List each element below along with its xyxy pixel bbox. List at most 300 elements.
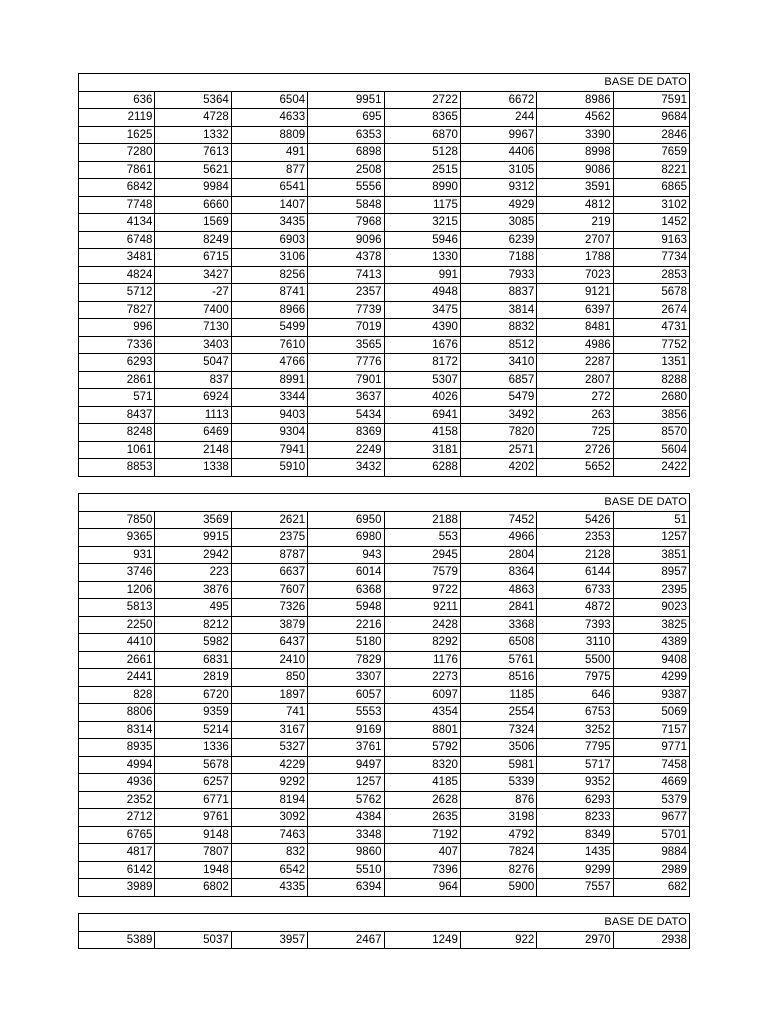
table-cell[interactable]: 9312 [460, 179, 536, 197]
table-cell[interactable]: 9169 [308, 721, 384, 739]
table-cell[interactable]: 4299 [613, 669, 689, 687]
table-cell[interactable]: 491 [231, 144, 307, 162]
table-cell[interactable]: 6903 [231, 231, 307, 249]
table-cell[interactable]: 553 [384, 529, 460, 547]
table-cell[interactable]: 3876 [155, 581, 231, 599]
table-cell[interactable]: 1257 [613, 529, 689, 547]
table-cell[interactable]: 7829 [308, 651, 384, 669]
table-cell[interactable]: 9497 [308, 756, 384, 774]
table-cell[interactable]: 4354 [384, 704, 460, 722]
table-cell[interactable]: 7393 [537, 616, 613, 634]
table-cell[interactable]: 4792 [460, 826, 536, 844]
table-cell[interactable]: 4863 [460, 581, 536, 599]
table-cell[interactable]: 5180 [308, 634, 384, 652]
table-cell[interactable]: 5556 [308, 179, 384, 197]
table-cell[interactable]: 8256 [231, 266, 307, 284]
table-cell[interactable]: 5604 [613, 441, 689, 459]
table-cell[interactable]: 8364 [460, 564, 536, 582]
table-cell[interactable]: 5701 [613, 826, 689, 844]
table-cell[interactable]: 8787 [231, 546, 307, 564]
table-cell[interactable]: 7157 [613, 721, 689, 739]
table-cell[interactable]: 2188 [384, 511, 460, 529]
table-cell[interactable]: 6293 [537, 791, 613, 809]
table-cell[interactable]: 9023 [613, 599, 689, 617]
table-cell[interactable]: 2428 [384, 616, 460, 634]
table-cell[interactable]: 7824 [460, 844, 536, 862]
table-cell[interactable]: 682 [613, 879, 689, 897]
table-cell[interactable]: 4229 [231, 756, 307, 774]
table-cell[interactable]: 3181 [384, 441, 460, 459]
table-cell[interactable]: 2571 [460, 441, 536, 459]
table-cell[interactable]: 7659 [613, 144, 689, 162]
table-cell[interactable]: 4936 [79, 774, 155, 792]
table-cell[interactable]: 8314 [79, 721, 155, 739]
table-cell[interactable]: 7452 [460, 511, 536, 529]
table-cell[interactable]: 9387 [613, 686, 689, 704]
table-cell[interactable]: 6672 [460, 91, 536, 109]
table-cell[interactable]: 5792 [384, 739, 460, 757]
table-cell[interactable]: 850 [231, 669, 307, 687]
table-cell[interactable]: 8172 [384, 354, 460, 372]
table-cell[interactable]: 2352 [79, 791, 155, 809]
table-cell[interactable]: 943 [308, 546, 384, 564]
table-cell[interactable]: 695 [308, 109, 384, 127]
table-cell[interactable]: 1176 [384, 651, 460, 669]
table-cell[interactable]: 1206 [79, 581, 155, 599]
table-cell[interactable]: 495 [155, 599, 231, 617]
table-cell[interactable]: 3814 [460, 301, 536, 319]
table-cell[interactable]: 8512 [460, 336, 536, 354]
table-cell[interactable]: 4986 [537, 336, 613, 354]
table-cell[interactable]: 2357 [308, 284, 384, 302]
table-cell[interactable]: 1407 [231, 196, 307, 214]
table-cell[interactable]: 3252 [537, 721, 613, 739]
table-cell[interactable]: 7324 [460, 721, 536, 739]
table-cell[interactable]: 725 [537, 424, 613, 442]
table-cell[interactable]: 6014 [308, 564, 384, 582]
table-cell[interactable]: 9915 [155, 529, 231, 547]
table-cell[interactable]: 7607 [231, 581, 307, 599]
table-cell[interactable]: 2970 [537, 931, 613, 949]
table-cell[interactable]: 3403 [155, 336, 231, 354]
table-cell[interactable]: 8369 [308, 424, 384, 442]
table-cell[interactable]: 3110 [537, 634, 613, 652]
table-cell[interactable]: 2515 [384, 161, 460, 179]
table-cell[interactable]: 9771 [613, 739, 689, 757]
table-cell[interactable]: 51 [613, 511, 689, 529]
table-cell[interactable]: 8365 [384, 109, 460, 127]
table-cell[interactable]: 4134 [79, 214, 155, 232]
table-cell[interactable]: 7188 [460, 249, 536, 267]
table-cell[interactable]: 6469 [155, 424, 231, 442]
table-cell[interactable]: 7280 [79, 144, 155, 162]
table-cell[interactable]: 2938 [613, 931, 689, 949]
table-cell[interactable]: 8806 [79, 704, 155, 722]
table-cell[interactable]: 9408 [613, 651, 689, 669]
table-cell[interactable]: 7557 [537, 879, 613, 897]
table-cell[interactable]: 2375 [231, 529, 307, 547]
table-cell[interactable]: 8349 [537, 826, 613, 844]
table-cell[interactable]: 5434 [308, 406, 384, 424]
table-cell[interactable]: 9163 [613, 231, 689, 249]
table-cell[interactable]: 1185 [460, 686, 536, 704]
table-cell[interactable]: 1351 [613, 354, 689, 372]
table-cell[interactable]: 2661 [79, 651, 155, 669]
table-cell[interactable]: 4390 [384, 319, 460, 337]
table-cell[interactable]: 4389 [613, 634, 689, 652]
table-cell[interactable]: 6097 [384, 686, 460, 704]
table-cell[interactable]: 272 [537, 389, 613, 407]
table-cell[interactable]: 9096 [308, 231, 384, 249]
table-cell[interactable]: 2395 [613, 581, 689, 599]
table-cell[interactable]: 4872 [537, 599, 613, 617]
table-cell[interactable]: 7861 [79, 161, 155, 179]
table-cell[interactable]: 1435 [537, 844, 613, 862]
table-cell[interactable]: 636 [79, 91, 155, 109]
table-cell[interactable]: 3591 [537, 179, 613, 197]
table-cell[interactable]: 6257 [155, 774, 231, 792]
table-cell[interactable]: 5214 [155, 721, 231, 739]
table-cell[interactable]: 8966 [231, 301, 307, 319]
table-cell[interactable]: 244 [460, 109, 536, 127]
table-cell[interactable]: 991 [384, 266, 460, 284]
table-cell[interactable]: 3432 [308, 459, 384, 477]
table-cell[interactable]: 2846 [613, 126, 689, 144]
table-cell[interactable]: 9884 [613, 844, 689, 862]
table-cell[interactable]: 5047 [155, 354, 231, 372]
table-cell[interactable]: 3506 [460, 739, 536, 757]
table-cell[interactable]: 4335 [231, 879, 307, 897]
table-cell[interactable]: 5128 [384, 144, 460, 162]
table-cell[interactable]: 4766 [231, 354, 307, 372]
table-cell[interactable]: 6397 [537, 301, 613, 319]
table-cell[interactable]: 877 [231, 161, 307, 179]
table-cell[interactable]: 6293 [79, 354, 155, 372]
table-cell[interactable]: 2861 [79, 371, 155, 389]
table-cell[interactable]: 837 [155, 371, 231, 389]
table-cell[interactable]: 5717 [537, 756, 613, 774]
table-cell[interactable]: 8276 [460, 861, 536, 879]
table-cell[interactable]: 3105 [460, 161, 536, 179]
table-cell[interactable]: 219 [537, 214, 613, 232]
table-cell[interactable]: 9086 [537, 161, 613, 179]
table-cell[interactable]: 9951 [308, 91, 384, 109]
table-cell[interactable]: 1788 [537, 249, 613, 267]
table-cell[interactable]: 7739 [308, 301, 384, 319]
table-cell[interactable]: 2712 [79, 809, 155, 827]
table-cell[interactable]: 3368 [460, 616, 536, 634]
table-cell[interactable]: 9211 [384, 599, 460, 617]
table-cell[interactable]: 6239 [460, 231, 536, 249]
table-cell[interactable]: 1175 [384, 196, 460, 214]
table-cell[interactable]: 7610 [231, 336, 307, 354]
table-cell[interactable]: 5946 [384, 231, 460, 249]
table-cell[interactable]: 2467 [308, 931, 384, 949]
table-cell[interactable]: 3344 [231, 389, 307, 407]
table-cell[interactable]: 1330 [384, 249, 460, 267]
table-cell[interactable]: 5678 [155, 756, 231, 774]
table-cell[interactable]: 931 [79, 546, 155, 564]
table-cell[interactable]: 964 [384, 879, 460, 897]
table-cell[interactable]: 3435 [231, 214, 307, 232]
table-cell[interactable]: 9403 [231, 406, 307, 424]
table-cell[interactable]: 4384 [308, 809, 384, 827]
table-cell[interactable]: 7023 [537, 266, 613, 284]
table-cell[interactable]: 2287 [537, 354, 613, 372]
table-cell[interactable]: 5910 [231, 459, 307, 477]
table-cell[interactable]: 3565 [308, 336, 384, 354]
table-cell[interactable]: 7975 [537, 669, 613, 687]
table-cell[interactable]: 1569 [155, 214, 231, 232]
table-cell[interactable]: 2674 [613, 301, 689, 319]
table-cell[interactable]: 2807 [537, 371, 613, 389]
table-cell[interactable]: 5712 [79, 284, 155, 302]
table-cell[interactable]: 5553 [308, 704, 384, 722]
table-cell[interactable]: 5982 [155, 634, 231, 652]
table-cell[interactable]: 4966 [460, 529, 536, 547]
table-cell[interactable]: 6802 [155, 879, 231, 897]
table-cell[interactable]: 5379 [613, 791, 689, 809]
table-cell[interactable]: 6541 [231, 179, 307, 197]
table-cell[interactable]: 2441 [79, 669, 155, 687]
table-cell[interactable]: 4410 [79, 634, 155, 652]
table-cell[interactable]: 7591 [613, 91, 689, 109]
table-cell[interactable]: 1332 [155, 126, 231, 144]
table-cell[interactable]: 4731 [613, 319, 689, 337]
table-cell[interactable]: 9292 [231, 774, 307, 792]
table-cell[interactable]: 4812 [537, 196, 613, 214]
table-cell[interactable]: 7776 [308, 354, 384, 372]
table-cell[interactable]: 1676 [384, 336, 460, 354]
table-cell[interactable]: 8212 [155, 616, 231, 634]
table-cell[interactable]: 2722 [384, 91, 460, 109]
table-cell[interactable]: 7130 [155, 319, 231, 337]
table-cell[interactable]: 6720 [155, 686, 231, 704]
table-cell[interactable]: 6057 [308, 686, 384, 704]
table-cell[interactable]: 9860 [308, 844, 384, 862]
table-cell[interactable]: 3427 [155, 266, 231, 284]
table-cell[interactable]: 6144 [537, 564, 613, 582]
table-cell[interactable]: 6368 [308, 581, 384, 599]
table-cell[interactable]: 5848 [308, 196, 384, 214]
table-cell[interactable]: 3851 [613, 546, 689, 564]
table-cell[interactable]: 2853 [613, 266, 689, 284]
table-cell[interactable]: 6842 [79, 179, 155, 197]
table-cell[interactable]: 7413 [308, 266, 384, 284]
table-cell[interactable]: 5981 [460, 756, 536, 774]
table-cell[interactable]: 6733 [537, 581, 613, 599]
table-cell[interactable]: 9677 [613, 809, 689, 827]
table-cell[interactable]: 2422 [613, 459, 689, 477]
table-cell[interactable]: 7968 [308, 214, 384, 232]
table-cell[interactable]: 1113 [155, 406, 231, 424]
table-cell[interactable]: 3856 [613, 406, 689, 424]
table-cell[interactable]: 4994 [79, 756, 155, 774]
table-cell[interactable]: 832 [231, 844, 307, 862]
table-cell[interactable]: 3492 [460, 406, 536, 424]
table-cell[interactable]: 6715 [155, 249, 231, 267]
table-cell[interactable]: 8832 [460, 319, 536, 337]
table-cell[interactable]: 6765 [79, 826, 155, 844]
table-cell[interactable]: 3102 [613, 196, 689, 214]
table-cell[interactable]: 8801 [384, 721, 460, 739]
table-cell[interactable]: 2942 [155, 546, 231, 564]
table-cell[interactable]: 2410 [231, 651, 307, 669]
table-cell[interactable]: 2128 [537, 546, 613, 564]
table-cell[interactable]: 2945 [384, 546, 460, 564]
table-cell[interactable]: 5327 [231, 739, 307, 757]
table-cell[interactable]: 7019 [308, 319, 384, 337]
table-cell[interactable]: 5762 [308, 791, 384, 809]
table-cell[interactable]: 3390 [537, 126, 613, 144]
table-cell[interactable]: 1061 [79, 441, 155, 459]
table-cell[interactable]: 2216 [308, 616, 384, 634]
table-cell[interactable]: 9304 [231, 424, 307, 442]
table-cell[interactable]: 4158 [384, 424, 460, 442]
table-cell[interactable]: 7795 [537, 739, 613, 757]
table-cell[interactable]: 2119 [79, 109, 155, 127]
table-cell[interactable]: 263 [537, 406, 613, 424]
table-cell[interactable]: 6288 [384, 459, 460, 477]
table-cell[interactable]: 571 [79, 389, 155, 407]
table-cell[interactable]: 4562 [537, 109, 613, 127]
table-cell[interactable]: 3092 [231, 809, 307, 827]
table-cell[interactable]: 9352 [537, 774, 613, 792]
table-cell[interactable]: 1257 [308, 774, 384, 792]
table-cell[interactable]: 2554 [460, 704, 536, 722]
table-cell[interactable]: 5307 [384, 371, 460, 389]
table-cell[interactable]: 3825 [613, 616, 689, 634]
table-cell[interactable]: 5948 [308, 599, 384, 617]
table-cell[interactable]: -27 [155, 284, 231, 302]
table-cell[interactable]: 5621 [155, 161, 231, 179]
table-cell[interactable]: 6865 [613, 179, 689, 197]
table-cell[interactable]: 4929 [460, 196, 536, 214]
table-cell[interactable]: 407 [384, 844, 460, 862]
table-cell[interactable]: 6898 [308, 144, 384, 162]
table-cell[interactable]: 3215 [384, 214, 460, 232]
table-cell[interactable]: 996 [79, 319, 155, 337]
table-cell[interactable]: 8288 [613, 371, 689, 389]
table-cell[interactable]: 9984 [155, 179, 231, 197]
table-cell[interactable]: 6508 [460, 634, 536, 652]
table-cell[interactable]: 922 [460, 931, 536, 949]
table-cell[interactable]: 1338 [155, 459, 231, 477]
table-cell[interactable]: 1897 [231, 686, 307, 704]
table-cell[interactable]: 7463 [231, 826, 307, 844]
table-cell[interactable]: 9684 [613, 109, 689, 127]
table-cell[interactable]: 4026 [384, 389, 460, 407]
table-cell[interactable]: 7933 [460, 266, 536, 284]
table-cell[interactable]: 6831 [155, 651, 231, 669]
table-cell[interactable]: 3475 [384, 301, 460, 319]
table-cell[interactable]: 1336 [155, 739, 231, 757]
table-cell[interactable]: 4728 [155, 109, 231, 127]
table-cell[interactable]: 3746 [79, 564, 155, 582]
table-cell[interactable]: 3307 [308, 669, 384, 687]
table-cell[interactable]: 876 [460, 791, 536, 809]
table-cell[interactable]: 6437 [231, 634, 307, 652]
table-cell[interactable]: 4185 [384, 774, 460, 792]
table-cell[interactable]: 8986 [537, 91, 613, 109]
table-cell[interactable]: 3198 [460, 809, 536, 827]
table-cell[interactable]: 2680 [613, 389, 689, 407]
table-cell[interactable]: 6753 [537, 704, 613, 722]
table-cell[interactable]: 2804 [460, 546, 536, 564]
table-cell[interactable]: 8853 [79, 459, 155, 477]
table-cell[interactable]: 6980 [308, 529, 384, 547]
table-cell[interactable]: 8248 [79, 424, 155, 442]
table-cell[interactable]: 2707 [537, 231, 613, 249]
table-cell[interactable]: 5426 [537, 511, 613, 529]
table-cell[interactable]: 4406 [460, 144, 536, 162]
table-cell[interactable]: 5500 [537, 651, 613, 669]
table-cell[interactable]: 6924 [155, 389, 231, 407]
table-cell[interactable]: 6542 [231, 861, 307, 879]
table-cell[interactable]: 2841 [460, 599, 536, 617]
table-cell[interactable]: 8249 [155, 231, 231, 249]
table-cell[interactable]: 8991 [231, 371, 307, 389]
table-cell[interactable]: 7901 [308, 371, 384, 389]
table-cell[interactable]: 8292 [384, 634, 460, 652]
table-cell[interactable]: 1452 [613, 214, 689, 232]
table-cell[interactable]: 2249 [308, 441, 384, 459]
table-cell[interactable]: 6941 [384, 406, 460, 424]
table-cell[interactable]: 9761 [155, 809, 231, 827]
table-cell[interactable]: 6504 [231, 91, 307, 109]
table-cell[interactable]: 8570 [613, 424, 689, 442]
table-cell[interactable]: 5069 [613, 704, 689, 722]
table-cell[interactable]: 6870 [384, 126, 460, 144]
table-cell[interactable]: 7458 [613, 756, 689, 774]
table-cell[interactable]: 7752 [613, 336, 689, 354]
table-cell[interactable]: 7396 [384, 861, 460, 879]
table-cell[interactable]: 9722 [384, 581, 460, 599]
table-cell[interactable]: 3348 [308, 826, 384, 844]
table-cell[interactable]: 7400 [155, 301, 231, 319]
table-cell[interactable]: 5499 [231, 319, 307, 337]
table-cell[interactable]: 5364 [155, 91, 231, 109]
table-cell[interactable]: 9359 [155, 704, 231, 722]
table-cell[interactable]: 4378 [308, 249, 384, 267]
table-cell[interactable]: 7613 [155, 144, 231, 162]
table-cell[interactable]: 2819 [155, 669, 231, 687]
table-cell[interactable]: 646 [537, 686, 613, 704]
table-cell[interactable]: 2508 [308, 161, 384, 179]
table-cell[interactable]: 2353 [537, 529, 613, 547]
table-cell[interactable]: 8990 [384, 179, 460, 197]
table-cell[interactable]: 828 [79, 686, 155, 704]
table-cell[interactable]: 3569 [155, 511, 231, 529]
table-cell[interactable]: 9365 [79, 529, 155, 547]
table-cell[interactable]: 3167 [231, 721, 307, 739]
table-cell[interactable]: 3085 [460, 214, 536, 232]
table-cell[interactable]: 1625 [79, 126, 155, 144]
table-cell[interactable]: 2628 [384, 791, 460, 809]
table-cell[interactable]: 5813 [79, 599, 155, 617]
table-cell[interactable]: 2635 [384, 809, 460, 827]
table-cell[interactable]: 5510 [308, 861, 384, 879]
table-cell[interactable]: 7192 [384, 826, 460, 844]
table-cell[interactable]: 4948 [384, 284, 460, 302]
table-cell[interactable]: 2989 [613, 861, 689, 879]
table-cell[interactable]: 7748 [79, 196, 155, 214]
table-cell[interactable]: 3957 [231, 931, 307, 949]
table-cell[interactable]: 9121 [537, 284, 613, 302]
table-cell[interactable]: 9148 [155, 826, 231, 844]
table-cell[interactable]: 5652 [537, 459, 613, 477]
table-cell[interactable]: 7807 [155, 844, 231, 862]
